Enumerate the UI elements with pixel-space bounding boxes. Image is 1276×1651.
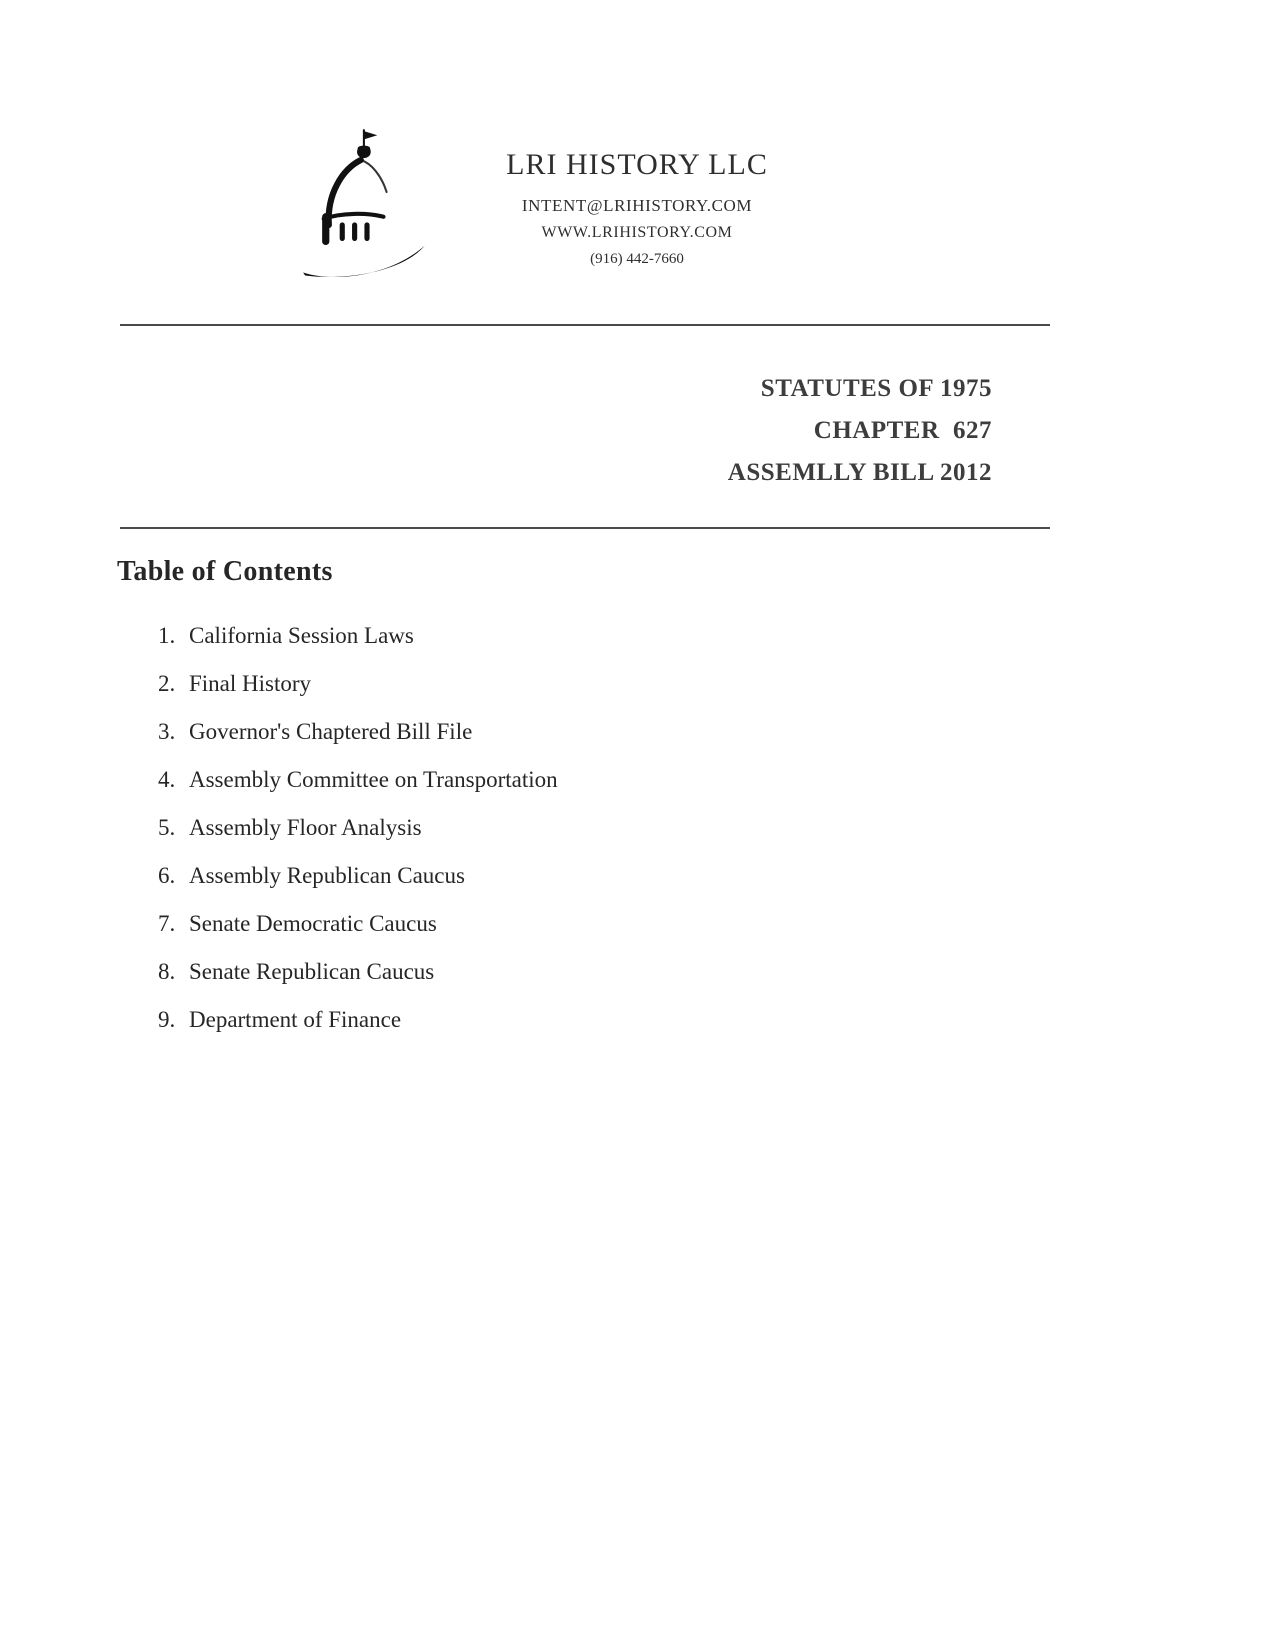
toc-item: 1. California Session Laws bbox=[181, 622, 558, 649]
toc-item: 7. Senate Democratic Caucus bbox=[181, 910, 558, 937]
letterhead-text bbox=[472, 148, 802, 268]
statutes-line: STATUTES OF 1975 bbox=[760, 375, 992, 402]
company-website: WWW.LRIHISTORY.COM bbox=[541, 224, 733, 241]
chapter-line: CHAPTER 627 bbox=[813, 417, 992, 444]
toc-heading: Table of Contents bbox=[117, 556, 333, 587]
toc-item: 3. Governor's Chaptered Bill File bbox=[181, 718, 558, 745]
capitol-logo-icon bbox=[292, 126, 442, 291]
toc-item: 2. Final History bbox=[181, 670, 558, 697]
toc-item: 9. Department of Finance bbox=[181, 1006, 558, 1033]
company-email: INTENT@LRIHISTORY.COM bbox=[521, 196, 753, 215]
statute-title-block bbox=[728, 368, 992, 494]
toc-item: 5. Assembly Floor Analysis bbox=[181, 814, 558, 841]
divider-top bbox=[120, 324, 1050, 326]
letterhead bbox=[292, 126, 802, 291]
toc-item: 8. Senate Republican Caucus bbox=[181, 958, 558, 985]
toc-item: 6. Assembly Republican Caucus bbox=[181, 862, 558, 889]
divider-bottom bbox=[120, 527, 1050, 529]
toc-item: 4. Assembly Committee on Transportation bbox=[181, 766, 558, 793]
toc-list bbox=[143, 622, 558, 1054]
company-name: LRI HISTORY LLC bbox=[506, 148, 768, 181]
company-phone: (916) 442-7660 bbox=[590, 251, 684, 267]
assembly-bill-line: ASSEMLLY BILL 2012 bbox=[727, 459, 992, 486]
